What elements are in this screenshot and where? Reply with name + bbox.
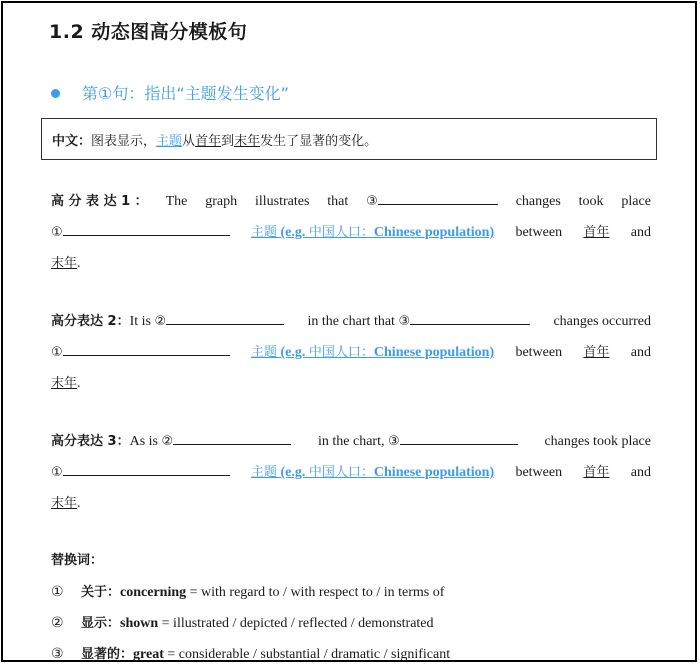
expr1-line3 — [51, 252, 651, 272]
period: . — [77, 256, 81, 271]
end-year: 末年 — [51, 376, 78, 391]
chinese-label: 中文： — [52, 134, 92, 149]
topic-text: Chinese population) — [373, 225, 495, 240]
expr2-text: changes occurred — [553, 314, 651, 329]
end-year: 末年 — [51, 496, 78, 511]
circled-number-3: ③ — [51, 646, 64, 662]
topic-example-link[interactable] — [251, 341, 494, 361]
synonym-cn-label: 关于： — [81, 585, 121, 600]
expr3-line2 — [51, 461, 651, 481]
expr2-text: in the chart that — [307, 314, 395, 329]
expr1-line2 — [51, 221, 651, 241]
synonym-keyword: concerning — [120, 585, 187, 600]
start-year: 首年 — [583, 345, 610, 360]
fill-blank — [166, 312, 284, 325]
circled-number-3: ③ — [366, 194, 378, 209]
expr2-line1 — [51, 310, 651, 330]
expr1-word: that — [327, 194, 349, 209]
expr1-label: 高 分 表 达 1 ： — [51, 194, 148, 209]
expr1-blank-3 — [366, 192, 498, 210]
circled-number-1: ① — [51, 465, 63, 480]
fill-blank — [410, 312, 530, 325]
topic-text: 主题 — [250, 225, 277, 240]
start-year: 首年 — [583, 465, 610, 480]
topic-text: 中国人口： — [308, 465, 374, 480]
expr3-line3 — [51, 492, 651, 512]
fill-blank — [400, 432, 518, 445]
circled-number-1: ① — [51, 584, 64, 600]
circled-number-3: ③ — [398, 314, 411, 329]
expr1-line1 — [51, 190, 651, 210]
synonyms-heading-row — [51, 549, 651, 569]
topic-example-link[interactable] — [251, 461, 494, 481]
synonym-item — [51, 612, 434, 632]
synonym-keyword: shown — [120, 616, 159, 631]
topic-text: 中国人口： — [308, 345, 374, 360]
expr1-word: graph — [205, 194, 238, 209]
expr3-line1 — [51, 430, 651, 450]
circled-number-3: ③ — [387, 434, 400, 449]
circled-number-2: ② — [161, 434, 174, 449]
expr3-text: changes took place — [544, 434, 651, 449]
chinese-translation-box — [41, 118, 657, 160]
fill-blank — [173, 432, 291, 445]
expr2-text: It is — [129, 314, 151, 329]
chinese-text: 从 — [182, 134, 196, 149]
topic-text: (e.g. — [280, 225, 306, 240]
synonym-alternatives: = illustrated / depicted / reflected / demonstrated — [158, 616, 434, 631]
synonym-alternatives: = with regard to / with respect to / in terms of — [186, 585, 445, 600]
chinese-text: 到 — [221, 134, 235, 149]
fill-blank — [63, 223, 230, 236]
expr2-word: and — [630, 345, 651, 360]
expr1-word: and — [630, 225, 651, 240]
synonym-cn-label: 显示： — [81, 616, 121, 631]
expr3-label: 高分表达 3： — [51, 434, 130, 449]
fill-blank — [378, 192, 498, 205]
expr1-word: took — [578, 194, 604, 209]
topic-text: (e.g. — [280, 345, 306, 360]
chinese-text: 图表显示， — [91, 134, 157, 149]
expr2-word: between — [515, 345, 563, 360]
subtitle: 第①句：指出“主题发生变化” — [82, 84, 289, 103]
chinese-text: 发生了显著的变化。 — [260, 134, 378, 149]
expr1-word: between — [515, 225, 563, 240]
topic-example-link[interactable] — [251, 221, 494, 241]
topic-link[interactable]: 主题 — [156, 134, 183, 149]
expr3-text: As is — [129, 434, 158, 449]
topic-text: 中国人口： — [308, 225, 374, 240]
expr1-word: changes — [515, 194, 561, 209]
expr3-word: and — [630, 465, 651, 480]
circled-number-2: ② — [154, 314, 167, 329]
expr1-word: place — [621, 194, 651, 209]
subtitle-row — [51, 81, 289, 104]
topic-text: 主题 — [250, 345, 277, 360]
synonym-cn-label: 显著的： — [81, 647, 134, 662]
period: . — [77, 496, 81, 511]
topic-text: 主题 — [250, 465, 277, 480]
document-page — [1, 1, 697, 662]
expr2-line2 — [51, 341, 651, 361]
expr3-text: in the chart, — [317, 434, 385, 449]
fill-blank — [63, 463, 230, 476]
circled-number-1: ① — [51, 225, 63, 240]
topic-text: Chinese population) — [373, 345, 495, 360]
start-year: 首年 — [195, 134, 222, 149]
expr1-word: illustrates — [254, 194, 310, 209]
end-year: 末年 — [234, 134, 261, 149]
expr2-label: 高分表达 2： — [51, 314, 130, 329]
synonyms-heading: 替换词： — [51, 553, 104, 568]
synonym-item — [51, 643, 450, 663]
bullet-dot-icon — [51, 89, 60, 98]
topic-text: Chinese population) — [373, 465, 495, 480]
topic-text: (e.g. — [280, 465, 306, 480]
synonym-item — [51, 581, 444, 601]
start-year: 首年 — [583, 225, 610, 240]
end-year: 末年 — [51, 256, 78, 271]
synonym-keyword: great — [133, 647, 164, 662]
expr2-line3 — [51, 372, 651, 392]
expr1-word: The — [165, 194, 188, 209]
period: . — [77, 376, 81, 391]
fill-blank — [63, 343, 230, 356]
circled-number-2: ② — [51, 615, 64, 631]
expr1-blank-1 — [51, 223, 230, 241]
expr2-blank-1 — [51, 343, 230, 361]
synonym-alternatives: = considerable / substantial / dramatic / significant — [163, 647, 451, 662]
expr3-word: between — [515, 465, 563, 480]
expr3-blank-1 — [51, 463, 230, 481]
section-title: 1.2 动态图高分模板句 — [49, 21, 248, 43]
circled-number-1: ① — [51, 345, 63, 360]
